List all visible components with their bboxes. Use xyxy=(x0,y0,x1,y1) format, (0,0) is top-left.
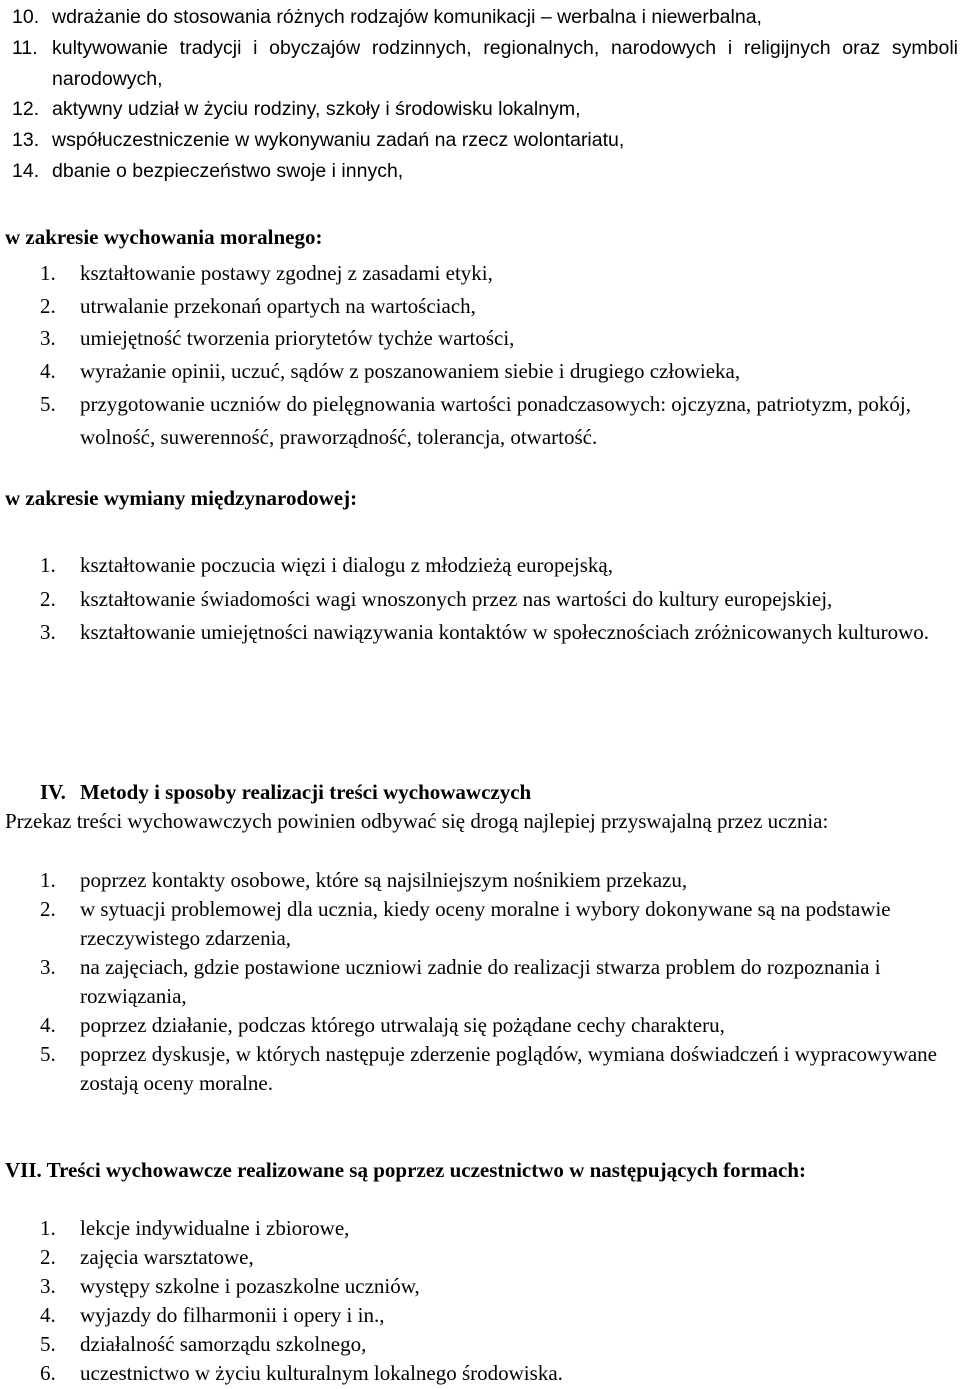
list-item xyxy=(40,549,958,583)
list-text: poprzez kontakty osobowe, które są najsilniejszym nośnikiem przekazu, xyxy=(80,868,688,892)
list-text: kształtowanie poczucia więzi i dialogu z młodzieżą europejską, xyxy=(80,553,613,577)
list-text: utrwalanie przekonań opartych na wartościach, xyxy=(80,293,476,318)
list-item xyxy=(12,94,958,125)
list-number: 3. xyxy=(40,326,56,351)
list-item xyxy=(12,156,958,187)
list-text: kształtowanie postawy zgodnej z zasadami etyki, xyxy=(80,261,493,285)
list-number: 13. xyxy=(12,129,40,152)
list-number: 14. xyxy=(12,159,40,182)
international-list xyxy=(40,549,958,650)
list-item xyxy=(40,1011,958,1040)
list-text: uczestnictwo w życiu kulturalnym lokalnego środowiska. xyxy=(80,1361,563,1385)
list-number: 12. xyxy=(12,98,40,121)
list-text: na zajęciach, gdzie postawione uczniowi zadnie do realizacji stwarza problem do rozpoznania i rozwiązania, xyxy=(80,955,881,1008)
list-number: 3. xyxy=(40,1274,56,1298)
list-number: 1. xyxy=(40,553,56,577)
list-number: 6. xyxy=(40,1361,56,1385)
list-item xyxy=(40,355,958,388)
list-number: 4. xyxy=(40,359,56,384)
international-heading: w zakresie wymiany międzynarodowej: xyxy=(5,486,358,510)
list-item xyxy=(40,895,958,953)
list-text: kultywowanie tradycji i obyczajów rodzinnych, regionalnych, narodowych i religijnych oraz symboli narodowych, xyxy=(52,36,958,90)
list-item xyxy=(12,2,958,33)
list-text: poprzez dyskusje, w których następuje zderzenie poglądów, wymiana doświadczeń i wypracowywane zostają oceny moralne. xyxy=(80,1042,938,1095)
list-text: współuczestniczenie w wykonywaniu zadań na rzecz wolontariatu, xyxy=(52,129,625,152)
list-item xyxy=(40,1330,958,1359)
list-item xyxy=(12,125,958,156)
list-item xyxy=(40,1272,958,1301)
list-text: przygotowanie uczniów do pielęgnowania wartości ponadczasowych: ojczyzna, patriotyzm, pokój, wolność, suwerenność, praworządność, tolerancja, otwartość. xyxy=(80,391,911,449)
list-text: zajęcia warsztatowe, xyxy=(80,1245,254,1269)
list-item xyxy=(12,33,958,95)
list-item xyxy=(40,1243,958,1272)
list-item xyxy=(40,616,958,650)
list-number: 2. xyxy=(40,586,56,611)
list-number: 1. xyxy=(40,1216,56,1240)
list-item xyxy=(40,866,958,895)
section-vii-heading: VII. Treści wychowawcze realizowane są poprzez uczestnictwo w następujących formach: xyxy=(5,1158,806,1182)
list-number: 10. xyxy=(12,6,40,28)
list-item xyxy=(40,1040,958,1098)
list-text: wyrażanie opinii, uczuć, sądów z poszanowaniem siebie i drugiego człowieka, xyxy=(80,359,741,384)
list-number: 5. xyxy=(40,1332,56,1356)
section-iv-intro: Przekaz treści wychowawczych powinien odbywać się drogą najlepiej przyswajalną przez ucznia: xyxy=(5,809,829,833)
section-title: Metody i sposoby realizacji treści wychowawczych xyxy=(80,780,532,804)
list-text: lekcje indywidualne i zbiorowe, xyxy=(80,1216,350,1240)
list-number: 1. xyxy=(40,868,56,892)
list-item xyxy=(40,257,958,290)
list-text: w sytuacji problemowej dla ucznia, kiedy oceny moralne i wybory dokonywane są na podstawie rzeczywistego zdarzenia, xyxy=(80,897,891,950)
moral-heading: w zakresie wychowania moralnego: xyxy=(5,225,323,249)
list-number: 3. xyxy=(40,955,56,979)
top-list xyxy=(12,2,958,187)
section-vii-list xyxy=(40,1214,958,1388)
list-text: kształtowanie świadomości wagi wnoszonych przez nas wartości do kultury europejskiej, xyxy=(80,586,833,611)
section-iv-heading xyxy=(40,778,958,807)
list-number: 3. xyxy=(40,620,56,644)
list-item xyxy=(40,322,958,355)
list-number: 1. xyxy=(40,261,56,285)
list-text: aktywny udział w życiu rodziny, szkoły i środowisku lokalnym, xyxy=(52,98,581,121)
list-number: 5. xyxy=(40,391,56,416)
list-number: 2. xyxy=(40,293,56,318)
list-number: 4. xyxy=(40,1013,56,1037)
moral-list xyxy=(40,257,958,453)
list-text: działalność samorządu szkolnego, xyxy=(80,1332,367,1356)
list-number: 11. xyxy=(12,36,38,59)
list-item xyxy=(40,583,958,617)
list-item xyxy=(40,290,958,323)
list-number: 2. xyxy=(40,897,56,921)
section-iv-list xyxy=(40,866,958,1098)
list-text: dbanie o bezpieczeństwo swoje i innych, xyxy=(52,159,404,182)
list-item xyxy=(40,1301,958,1330)
list-item xyxy=(40,1214,958,1243)
list-item xyxy=(40,953,958,1011)
list-text: wyjazdy do filharmonii i opery i in., xyxy=(80,1303,385,1327)
list-text: występy szkolne i pozaszkolne uczniów, xyxy=(80,1274,420,1298)
list-item xyxy=(40,1359,958,1388)
list-number: 2. xyxy=(40,1245,56,1269)
list-text: kształtowanie umiejętności nawiązywania kontaktów w społecznościach zróżnicowanych kulturowo. xyxy=(80,620,930,644)
list-number: 4. xyxy=(40,1303,56,1327)
list-text: poprzez działanie, podczas którego utrwalają się pożądane cechy charakteru, xyxy=(80,1013,725,1037)
list-text: wdrażanie do stosowania różnych rodzajów komunikacji – werbalna i niewerbalna, xyxy=(52,6,762,28)
list-item xyxy=(40,388,958,453)
list-number: 5. xyxy=(40,1042,56,1066)
section-number: IV. xyxy=(40,780,66,804)
list-text: umiejętność tworzenia priorytetów tychże wartości, xyxy=(80,326,515,351)
